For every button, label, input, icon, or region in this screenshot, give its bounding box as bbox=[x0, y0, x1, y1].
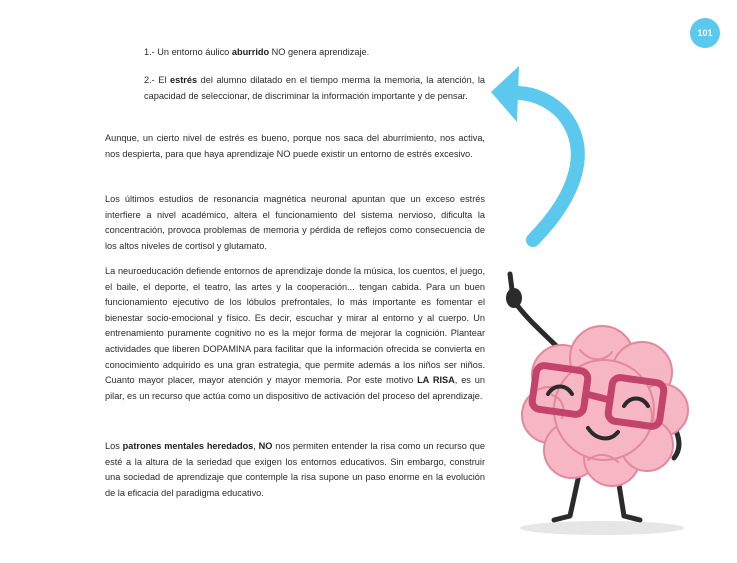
brain-mascot-icon bbox=[492, 270, 692, 540]
page-number: 101 bbox=[697, 28, 713, 38]
page-number-badge bbox=[690, 18, 720, 48]
list-item-2: 2.- El estrés del alumno dilatado en el tiempo merma la memoria, la atención, la capacidad de seleccionar, de discriminar la información importante y de pensar. bbox=[144, 75, 485, 101]
paragraph-3: La neuroeducación defiende entornos de aprendizaje donde la música, los cuentos, el juego, el baile, el deporte, el teatro, las artes y la cooperación... tengan cabida. Para un buen funcionamiento ejecutivo de los lóbulos prefrontales, lo más importante es fomentar el bienestar socio-emocional y físico. Es decir, escuchar y mirar al entorno y al cuerpo. Un entrenamiento puramente cognitivo no es la mejor forma de mejorar la cognición. Plantear actividades que liberen DOPAMINA para facilitar que la información ofrecida se convierta en conocimiento adquirido es una gran estrategia, que permite además a los niños ser niños. Cuanto mayor placer, mayor atención y mayor memoria. Por este motivo LA RISA, es un pilar, es un recurso que actúa como un dispositivo de activación del proceso del aprendizaje. bbox=[105, 266, 485, 401]
list-item-1: 1.- Un entorno áulico aburrido NO genera aprendizaje. bbox=[144, 47, 370, 57]
paragraph-2: Los últimos estudios de resonancia magnética neuronal apuntan que un exceso estrés interfiere a nivel académico, altera el funcionamiento del sistema nervioso, dificulta la concentración, provoca problemas de memoria y pérdida de reflejos como consecuencia de los altos niveles de cortisol y glutamato. bbox=[105, 194, 485, 251]
paragraph-1: Aunque, un cierto nivel de estrés es bueno, porque nos saca del aburrimiento, nos activa, nos despierta, para que haya aprendizaje NO puede existir un entorno de estrés excesivo. bbox=[105, 133, 485, 159]
curved-arrow-icon bbox=[485, 52, 595, 252]
paragraph-4: Los patrones mentales heredados, NO nos permiten entender la risa como un recurso que esté a la altura de la seriedad que exigen los entornos educativos. Sin embargo, construir una sociedad de aprendizaje que contemple la risa supone un paso enorme en la evolución de la eficacia del paradigma educativo. bbox=[105, 441, 485, 498]
